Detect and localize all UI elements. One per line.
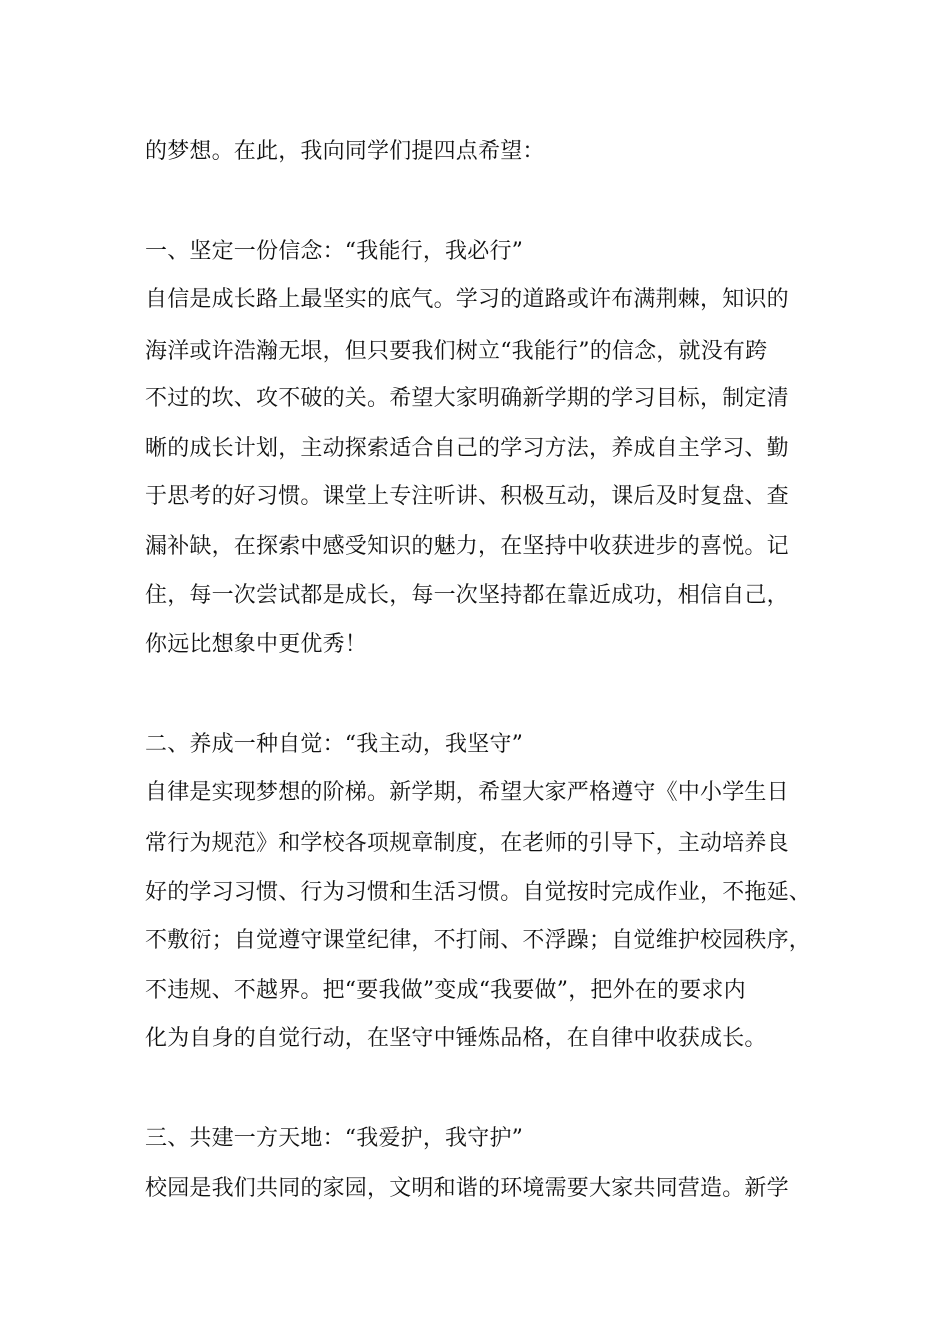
section2-line-2: 常行为规范》和学校各项规章制度，在老师的引导下，主动培养良 xyxy=(145,831,789,856)
section1-line-6: 漏补缺，在探索中感受知识的魅力，在坚持中收获进步的喜悦。记 xyxy=(145,534,789,559)
section2-line-3: 好的学习习惯、行为习惯和生活习惯。自觉按时完成作业，不拖延、 xyxy=(145,880,812,905)
section3-heading: 三、共建一方天地：“我爱护，我守护” xyxy=(145,1126,524,1151)
section1-line-1: 自信是成长路上最坚实的底气。学习的道路或许布满荆棘，知识的 xyxy=(145,287,789,312)
section2-line-4: 不敷衍；自觉遵守课堂纪律，不打闹、不浮躁；自觉维护校园秩序， xyxy=(145,928,812,953)
section2-heading: 二、养成一种自觉：“我主动，我坚守” xyxy=(145,732,524,757)
section2-line-5: 不违规、不越界。把“要我做”变成“我要做”，把外在的要求内 xyxy=(145,978,746,1003)
section2-line-1: 自律是实现梦想的阶梯。新学期，希望大家严格遵守《中小学生日 xyxy=(145,780,789,805)
section1-line-4: 晰的成长计划，主动探索适合自己的学习方法，养成自主学习、勤 xyxy=(145,436,789,461)
section3-line-1: 校园是我们共同的家园，文明和谐的环境需要大家共同营造。新学 xyxy=(145,1176,789,1201)
section1-heading: 一、坚定一份信念：“我能行，我必行” xyxy=(145,239,524,264)
section1-line-5: 于思考的好习惯。课堂上专注听讲、积极互动，课后及时复盘、查 xyxy=(145,484,789,509)
section1-line-2: 海洋或许浩瀚无垠，但只要我们树立“我能行”的信念，就没有跨 xyxy=(145,339,768,364)
section1-line-8: 你远比想象中更优秀！ xyxy=(145,632,368,657)
section2-line-6: 化为自身的自觉行动，在坚守中锤炼品格，在自律中收获成长。 xyxy=(145,1026,767,1051)
intro-line: 的梦想。在此，我向同学们提四点希望： xyxy=(145,139,545,164)
section1-line-7: 住，每一次尝试都是成长，每一次坚持都在靠近成功，相信自己， xyxy=(145,583,789,608)
section1-line-3: 不过的坎、攻不破的关。希望大家明确新学期的学习目标，制定清 xyxy=(145,386,789,411)
